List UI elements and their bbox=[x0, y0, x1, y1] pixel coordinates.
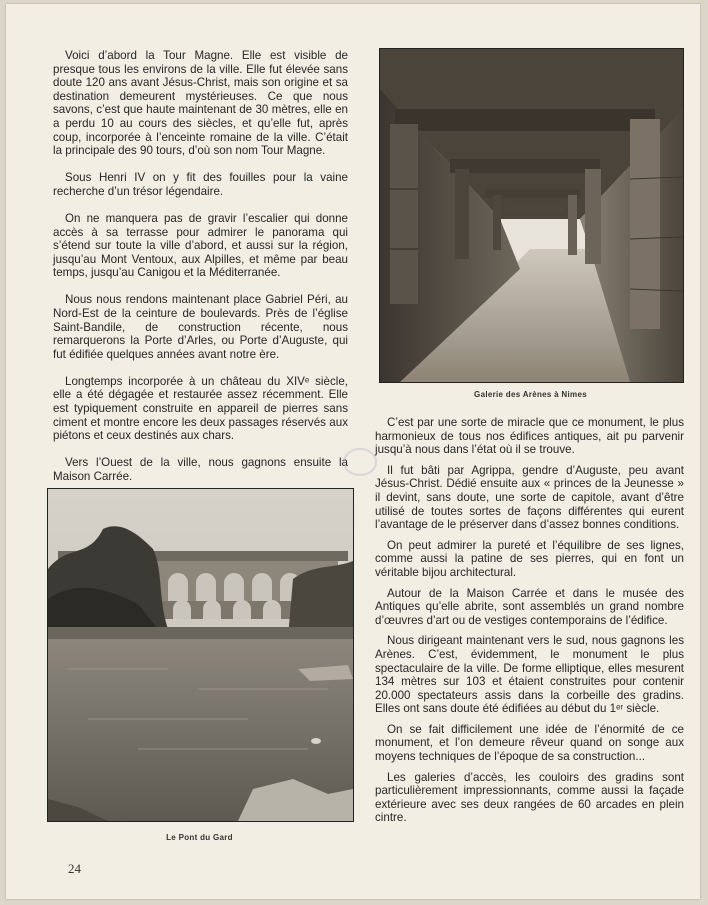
paragraph: Les galeries d’accès, les couloirs des gradins sont particulièrement impressionnants, comme aussi la façade extérieure avec ses deux rangées de 60 arcades en plein cintre. bbox=[375, 770, 684, 825]
watermark-stamp bbox=[343, 448, 377, 476]
paragraph: On se fait difficilement une idée de l’énormité de ce monument, et l’on demeure rêveur quand on songe aux moyens techniques de l’époque de sa construction... bbox=[375, 722, 684, 764]
arenes-photo-caption: Galerie des Arènes à Nimes bbox=[474, 390, 587, 399]
book-page bbox=[6, 4, 700, 899]
left-text-column bbox=[53, 49, 348, 497]
pont-du-gard-photo bbox=[47, 488, 354, 822]
pont-photo-caption: Le Pont du Gard bbox=[166, 833, 233, 842]
paragraph: Autour de la Maison Carrée et dans le musée des Antiques qu’elle abrite, sont assemblés un grand nombre d’œuvres d’art ou de vestiges contemporains de l’édifice. bbox=[375, 586, 684, 627]
right-text-column bbox=[375, 416, 684, 832]
paragraph: On ne manquera pas de gravir l’escalier qui donne accès à sa terrasse pour admirer le panorama qui s’étend sur toute la ville d’abord, et aussi sur la région, jusqu’au Mont Ventoux, aux Alpilles, et même par beau temps, jusqu’au Canigou et la Méditerranée. bbox=[53, 211, 348, 280]
paragraph: Vers l’Ouest de la ville, nous gagnons ensuite la Maison Carrée. bbox=[53, 456, 348, 483]
paragraph: Nous dirigeant maintenant vers le sud, nous gagnons les Arènes. C’est, évidemment, le monument le plus spectaculaire de la ville. De forme elliptique, elles mesurent 134 mètres sur 103 et étaient construites pour contenir 20.000 spectateurs assis dans la corbeille des gradins. Elles ont sans doute été édifiées au début du 1ᵉʳ siècle. bbox=[375, 634, 684, 716]
paragraph: Il fut bâti par Agrippa, gendre d’Auguste, peu avant Jésus-Christ. Dédié ensuite aux « princes de la Jeunesse » il devint, sans doute, une sorte de capitole, avant d’être utilisé de toutes sortes de façons différentes qui eurent l’avantage de le préserver dans d’assez bonnes conditions. bbox=[375, 463, 684, 532]
arenes-gallery-photo bbox=[379, 48, 684, 383]
paragraph: C’est par une sorte de miracle que ce monument, le plus harmonieux de tous nos édifices antiques, ait pu parvenir jusqu’à nous dans l’état où il se trouve. bbox=[375, 416, 684, 457]
paragraph: Longtemps incorporée à un château du XIVᵉ siècle, elle a été dégagée et restaurée assez récemment. Elle est typiquement construite en appareil de pierres sans ciment et montre encore les deux passages réservés aux piétons et ceux destinés aux chars. bbox=[53, 374, 348, 443]
page-number: 24 bbox=[68, 861, 81, 876]
paragraph: Nous nous rendons maintenant place Gabriel Péri, au Nord-Est de la ceinture de boulevards. Près de l’église Saint-Bandile, de construction récente, nous remarquerons la Porte d’Arles, ou Porte d’Auguste, qui fut édifiée quelques années avant notre ère. bbox=[53, 293, 348, 361]
paragraph: Voici d’abord la Tour Magne. Elle est visible de presque tous les environs de la ville. Elle fut élevée sans doute 120 ans avant Jésus-Christ, mais son origine et sa destination demeurent mystérieuses. Ce que nous savons, c’est que haute maintenant de 30 mètres, elle en a perdu 10 au cours des siècles, et qu’elle fut, après coup, incorporée à l’enceinte romaine de la ville. C’était la principale des 90 tours, d’où son nom Tour Magne. bbox=[53, 49, 348, 158]
paragraph: Sous Henri IV on y fit des fouilles pour la vaine recherche d’un trésor légendaire. bbox=[53, 171, 348, 198]
paragraph: On peut admirer la pureté et l’équilibre de ses lignes, comme aussi la patine de ses pierres, qui en font un véritable bijou architectural. bbox=[375, 538, 684, 579]
